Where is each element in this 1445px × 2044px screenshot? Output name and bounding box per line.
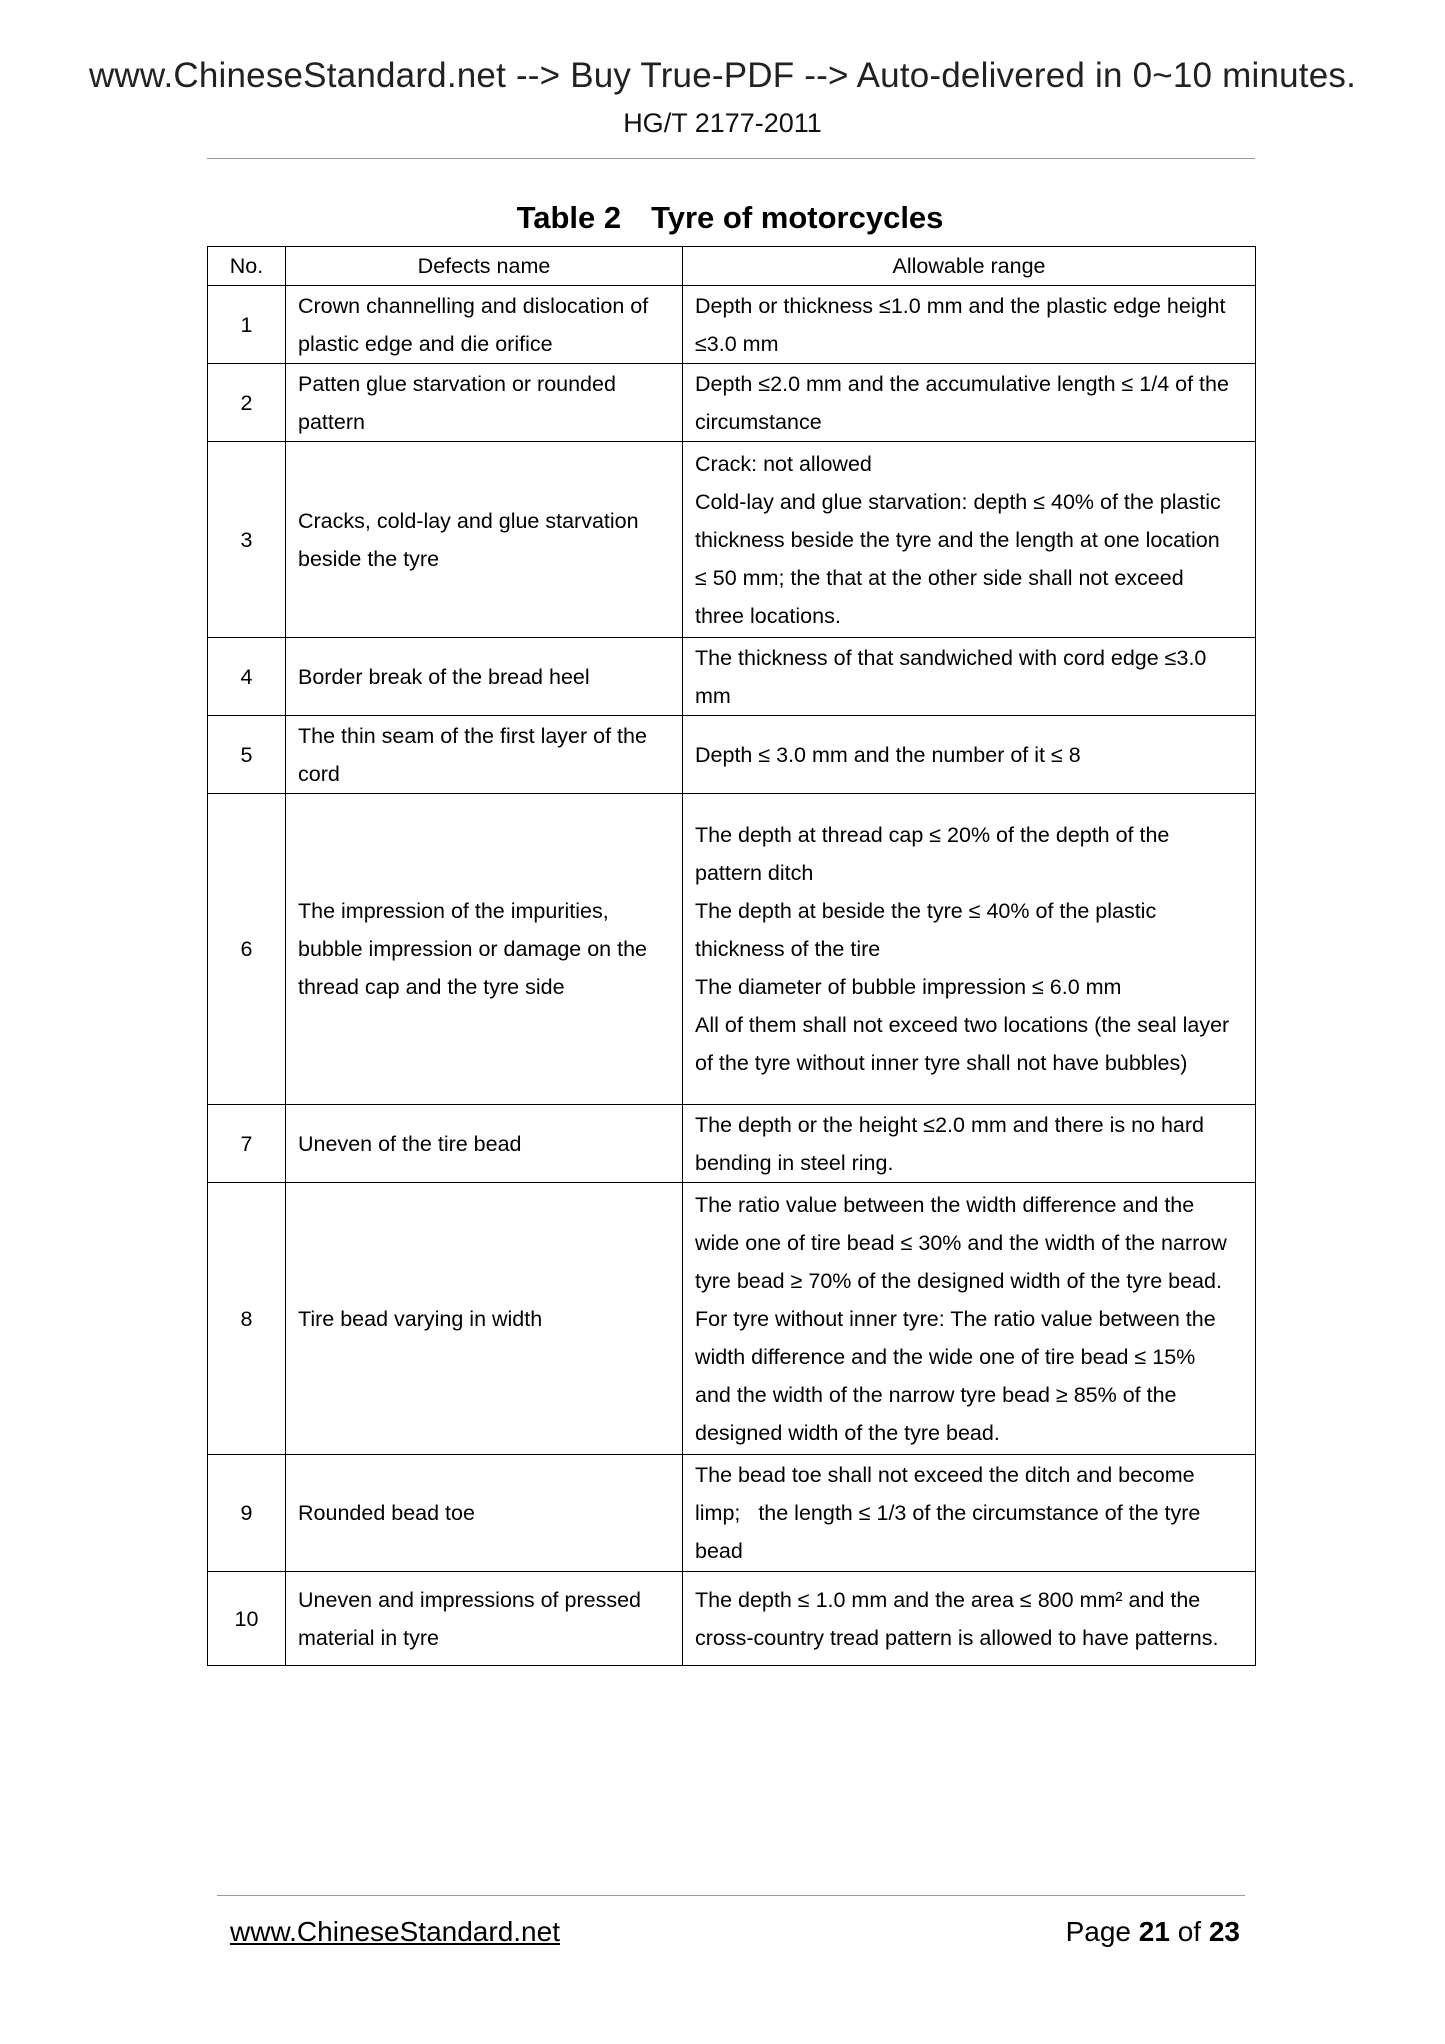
table-row <box>208 716 1256 794</box>
defect-name-line: thread cap and the tyre side <box>298 975 565 999</box>
footer-site-link[interactable]: www.ChineseStandard.net <box>230 1916 560 1947</box>
allowable-range-line: For tyre without inner tyre: The ratio value between the <box>695 1306 1216 1331</box>
cell-defect-name <box>286 442 683 638</box>
page-total: 23 <box>1208 1916 1240 1947</box>
header-divider <box>207 158 1255 159</box>
cell-no: 6 <box>208 794 286 1105</box>
cell-defect-name <box>286 794 683 1105</box>
cell-no: 10 <box>208 1572 286 1666</box>
cell-defect-name <box>286 1183 683 1455</box>
allowable-range-line: The depth or the height ≤2.0 mm and there is no hard <box>695 1112 1204 1137</box>
cell-defect-name <box>286 1572 683 1666</box>
cell-allowable-range <box>683 638 1256 716</box>
allowable-range-line: Depth ≤ 3.0 mm and the number of it ≤ 8 <box>695 742 1081 767</box>
cell-allowable-range <box>683 286 1256 364</box>
allowable-range-line: designed width of the tyre bead. <box>695 1420 1000 1445</box>
allowable-range-line: three locations. <box>695 603 841 628</box>
defect-name-line: bubble impression or damage on the <box>298 937 647 961</box>
table-row <box>208 638 1256 716</box>
allowable-range-line: Cold-lay and glue starvation: depth ≤ 40% of the plastic <box>695 489 1221 514</box>
defect-name-line: Cracks, cold-lay and glue starvation <box>298 508 639 533</box>
allowable-range-line: circumstance <box>695 409 822 434</box>
defect-name-line: cord <box>298 761 340 786</box>
allowable-range-line: Depth or thickness ≤1.0 mm and the plastic edge height <box>695 293 1226 318</box>
allowable-range-line: The depth at beside the tyre ≤ 40% of the plastic <box>695 899 1157 923</box>
table-row <box>208 364 1256 442</box>
allowable-range-line: ≤ 50 mm; the that at the other side shall not exceed <box>695 565 1184 590</box>
allowable-range-line: The depth ≤ 1.0 mm and the area ≤ 800 mm² and the <box>695 1587 1201 1612</box>
allowable-range-line: mm <box>695 683 731 708</box>
table-row <box>208 1105 1256 1183</box>
cell-allowable-range <box>683 1183 1256 1455</box>
cell-no: 9 <box>208 1455 286 1572</box>
table-header-row <box>208 247 1256 286</box>
cell-allowable-range <box>683 1105 1256 1183</box>
table-title-label: Table 2 <box>516 200 622 235</box>
allowable-range-line: thickness of the tire <box>695 937 881 961</box>
cell-no: 7 <box>208 1105 286 1183</box>
allowable-range-line: tyre bead ≥ 70% of the designed width of the tyre bead. <box>695 1268 1222 1293</box>
defect-name-line: pattern <box>298 409 365 434</box>
defect-name-line: Tire bead varying in width <box>298 1306 543 1331</box>
header-banner: www.ChineseStandard.net --> Buy True-PDF --> Auto-delivered in 0~10 minutes. <box>88 56 1357 95</box>
allowable-range-line: Crack: not allowed <box>695 451 872 476</box>
defect-name-line: Crown channelling and dislocation of <box>298 293 649 318</box>
allowable-range-line: wide one of tire bead ≤ 30% and the width of the narrow <box>695 1230 1227 1255</box>
table-title-text: Tyre of motorcycles <box>651 200 944 235</box>
defect-name-line: Uneven of the tire bead <box>298 1131 522 1156</box>
allowable-range-line: cross-country tread pattern is allowed to have patterns. <box>695 1625 1219 1650</box>
allowable-range-line: limp; the length ≤ 1/3 of the circumstance of the tyre <box>695 1501 1201 1525</box>
allowable-range-line: The bead toe shall not exceed the ditch and become <box>695 1463 1195 1487</box>
cell-allowable-range <box>683 364 1256 442</box>
cell-defect-name <box>286 286 683 364</box>
document-code: HG/T 2177-2011 <box>623 108 822 138</box>
allowable-range-line: The ratio value between the width difference and the <box>695 1192 1195 1217</box>
cell-defect-name <box>286 1105 683 1183</box>
defect-name-line: The impression of the impurities, <box>298 899 609 923</box>
defect-name-line: material in tyre <box>298 1625 439 1650</box>
footer-divider <box>217 1895 1245 1896</box>
defect-name-line: Uneven and impressions of pressed <box>298 1587 641 1612</box>
table-row <box>208 442 1256 638</box>
column-header-allowable-range: Allowable range <box>683 247 1256 286</box>
cell-no: 2 <box>208 364 286 442</box>
cell-allowable-range <box>683 442 1256 638</box>
defect-name-line: The thin seam of the first layer of the <box>298 723 647 748</box>
defect-name-line: Patten glue starvation or rounded <box>298 371 616 396</box>
table-row <box>208 1572 1256 1666</box>
cell-allowable-range <box>683 794 1256 1105</box>
allowable-range-line: bending in steel ring. <box>695 1150 894 1175</box>
cell-defect-name <box>286 1455 683 1572</box>
cell-no: 4 <box>208 638 286 716</box>
allowable-range-line: and the width of the narrow tyre bead ≥ 85% of the <box>695 1382 1177 1407</box>
cell-defect-name <box>286 716 683 794</box>
allowable-range-line: The depth at thread cap ≤ 20% of the depth of the <box>695 823 1170 847</box>
page-number <box>1066 1916 1240 1948</box>
defect-name-line: plastic edge and die orifice <box>298 331 553 356</box>
defects-table <box>207 246 1256 1666</box>
allowable-range-line: of the tyre without inner tyre shall not have bubbles) <box>695 1051 1188 1075</box>
defect-name-line: beside the tyre <box>298 546 440 571</box>
cell-allowable-range <box>683 1572 1256 1666</box>
allowable-range-line: All of them shall not exceed two locations (the seal layer <box>695 1013 1230 1037</box>
cell-no: 8 <box>208 1183 286 1455</box>
cell-defect-name <box>286 638 683 716</box>
allowable-range-line: ≤3.0 mm <box>695 331 779 356</box>
column-header-defects-name: Defects name <box>286 247 683 286</box>
allowable-range-line: bead <box>695 1539 743 1563</box>
cell-no: 3 <box>208 442 286 638</box>
cell-allowable-range <box>683 1455 1256 1572</box>
allowable-range-line: Depth ≤2.0 mm and the accumulative length ≤ 1/4 of the <box>695 371 1229 396</box>
cell-no: 1 <box>208 286 286 364</box>
page-of: of <box>1177 1916 1202 1947</box>
table-row <box>208 1183 1256 1455</box>
allowable-range-line: thickness beside the tyre and the length at one location <box>695 527 1220 552</box>
allowable-range-line: The thickness of that sandwiched with cord edge ≤3.0 <box>695 645 1207 670</box>
cell-allowable-range <box>683 716 1256 794</box>
defect-name-line: Rounded bead toe <box>298 1501 475 1525</box>
defect-name-line: Border break of the bread heel <box>298 664 590 689</box>
cell-defect-name <box>286 364 683 442</box>
column-header-no: No. <box>208 247 286 286</box>
page-prefix: Page <box>1065 1916 1131 1947</box>
table-row <box>208 1455 1256 1572</box>
table-body <box>208 286 1256 1666</box>
table-title <box>0 200 1445 236</box>
cell-no: 5 <box>208 716 286 794</box>
table-row <box>208 286 1256 364</box>
table-row <box>208 794 1256 1105</box>
allowable-range-line: width difference and the wide one of tire bead ≤ 15% <box>695 1344 1196 1369</box>
allowable-range-line: pattern ditch <box>695 861 814 885</box>
allowable-range-line: The diameter of bubble impression ≤ 6.0 mm <box>695 975 1122 999</box>
page-current: 21 <box>1138 1916 1170 1947</box>
